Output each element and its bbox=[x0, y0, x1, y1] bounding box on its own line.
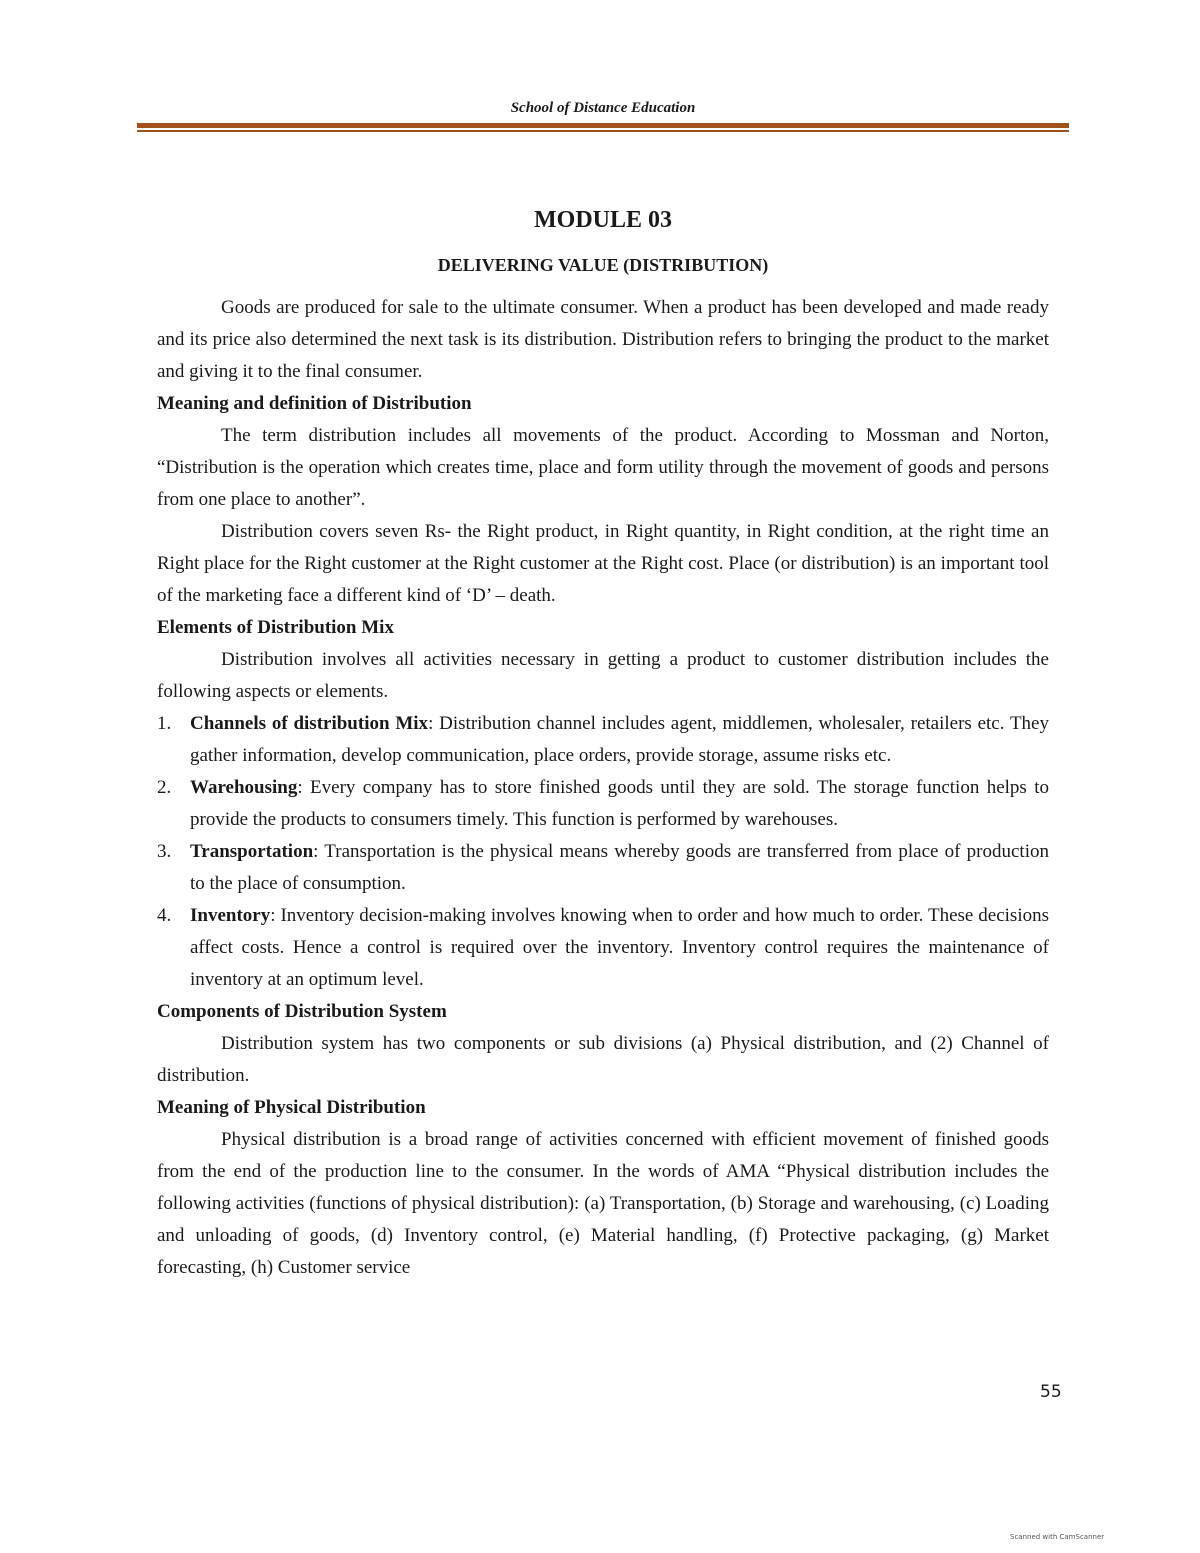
header-rule-thin bbox=[137, 130, 1069, 132]
list-item-number: 1. bbox=[157, 713, 172, 734]
list-item bbox=[157, 708, 1049, 772]
list-item bbox=[157, 772, 1049, 836]
list-item-text: : Transportation is the physical means whereby goods are transferred from place of production to the place of consumption. bbox=[190, 841, 1049, 894]
list-item-number: 3. bbox=[157, 841, 172, 862]
list-item-term: Channels of distribution Mix bbox=[190, 713, 429, 734]
list-item-number: 2. bbox=[157, 777, 172, 798]
components-heading: Components of Distribution System bbox=[157, 1001, 447, 1022]
list-item bbox=[157, 900, 1049, 996]
list-item-term: Warehousing bbox=[190, 777, 298, 798]
physical-heading: Meaning of Physical Distribution bbox=[157, 1097, 426, 1118]
meaning-heading: Meaning and definition of Distribution bbox=[157, 393, 472, 414]
intro-paragraph: Goods are produced for sale to the ultimate consumer. When a product has been developed and made ready and its price also determined the next task is its distribution. Distribution refers to bringing the product to the market and giving it to the final consumer. bbox=[157, 297, 1049, 382]
header-rule-thick bbox=[137, 123, 1069, 128]
list-item-text: : Inventory decision-making involves knowing when to order and how much to order. These decisions affect costs. Hence a control is required over the inventory. Inventory control requires the maintenance of inventory at an optimum level. bbox=[190, 905, 1049, 990]
meaning-paragraph-1: The term distribution includes all movements of the product. According to Mossman and Norton, “Distribution is the operation which creates time, place and form utility through the movement of goods and persons from one place to another”. bbox=[157, 425, 1049, 510]
module-subtitle: DELIVERING VALUE (DISTRIBUTION) bbox=[437, 255, 769, 275]
physical-paragraph: Physical distribution is a broad range of activities concerned with efficient movement of finished goods from the end of the production line to the consumer. In the words of AMA “Physical distribution includes the following activities (functions of physical distribution): (a) Transportation, (b) Storage and warehousing, (c) Loading and unloading of goods, (d) Inventory control, (e) Material handling, (f) Protective packaging, (g) Market forecasting, (h) Customer service bbox=[157, 1129, 1049, 1278]
list-item bbox=[157, 836, 1049, 900]
elements-heading: Elements of Distribution Mix bbox=[157, 617, 394, 638]
module-title: MODULE 03 bbox=[534, 207, 672, 233]
list-item-number: 4. bbox=[157, 905, 172, 926]
components-paragraph: Distribution system has two components or sub divisions (a) Physical distribution, and (2) Channel of distribution. bbox=[157, 1033, 1049, 1086]
list-item-text: : Distribution channel includes agent, middlemen, wholesaler, retailers etc. They gather information, develop communication, place orders, provide storage, assume risks etc. bbox=[190, 713, 1049, 766]
list-item-text: : Every company has to store finished goods until they are sold. The storage function helps to provide the products to consumers timely. This function is performed by warehouses. bbox=[190, 777, 1049, 830]
scanner-watermark: Scanned with CamScanner bbox=[1010, 1533, 1105, 1541]
meaning-paragraph-2: Distribution covers seven Rs- the Right product, in Right quantity, in Right condition, at the right time an Right place for the Right customer at the Right customer at the Right cost. Place (or distribution) is an important tool of the marketing face a different kind of ‘D’ – death. bbox=[157, 521, 1049, 606]
list-item-term: Inventory bbox=[190, 905, 271, 926]
running-header: School of Distance Education bbox=[510, 100, 696, 116]
elements-list bbox=[157, 708, 1049, 996]
list-item-term: Transportation bbox=[190, 841, 314, 862]
page-number: 55 bbox=[1040, 1382, 1062, 1402]
page-content bbox=[157, 292, 1049, 1284]
elements-intro: Distribution involves all activities necessary in getting a product to customer distribution includes the following aspects or elements. bbox=[157, 649, 1049, 702]
